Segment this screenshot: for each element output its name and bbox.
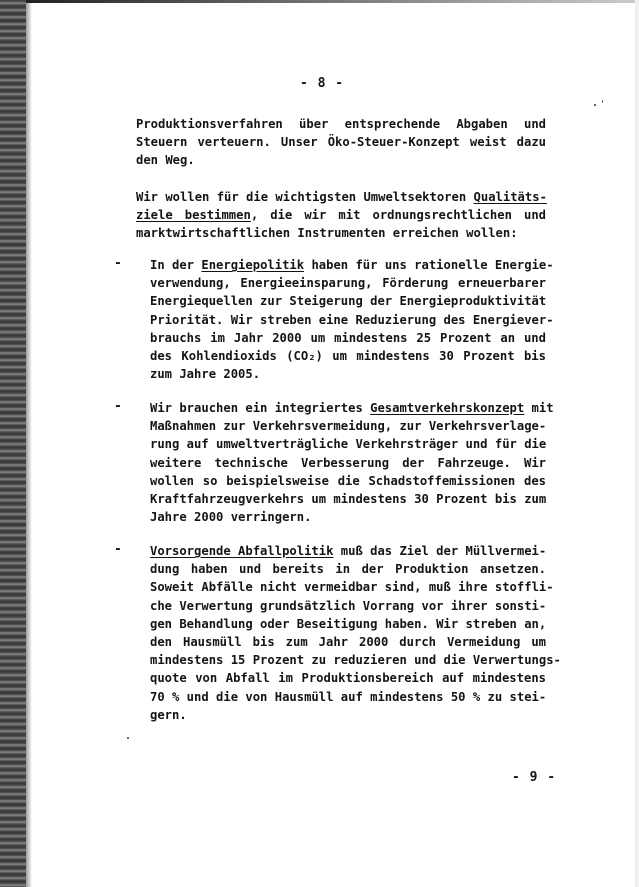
scan-shadow-top — [26, 0, 639, 3]
underlined-term: Vorsorgende Abfallpolitik — [150, 544, 334, 558]
text-run: Wir wollen für die wichtigsten Umweltsektoren — [136, 190, 474, 204]
text-line: dung haben und bereits in der Produktion ansetzen. — [150, 562, 546, 577]
text-line: verwendung, Energieeinsparung, Förderung erneuerbarer — [150, 276, 546, 291]
text-run: , die wir mit ordnungsrechtlichen und — [250, 208, 546, 223]
text-line: brauchs im Jahr 2000 um mindestens 25 Prozent an und — [150, 330, 546, 345]
text-line: Priorität. Wir streben eine Reduzierung des Energiever- — [150, 312, 554, 327]
text-line: quote von Abfall im Produktionsbereich auf mindestens — [150, 671, 546, 686]
text-run: In der — [150, 258, 202, 272]
text-run: Wir brauchen ein integriertes — [150, 401, 371, 415]
underlined-term: Gesamtverkehrskonzept — [370, 401, 525, 415]
text-line: che Verwertung grundsätzlich Vorrang vor ihrer sonsti- — [150, 598, 547, 613]
paragraph-1 — [136, 115, 546, 170]
text-run: muß das Ziel der Müllvermei- — [333, 544, 547, 558]
text-line: Maßnahmen zur Verkehrsvermeidung, zur Verkehrsverlage- — [150, 419, 547, 434]
paragraph-2 — [136, 188, 546, 243]
underlined-term: Qualitäts- — [473, 190, 547, 204]
next-page-marker: - 9 - — [512, 770, 557, 785]
bullet-abfallpolitik — [150, 542, 561, 724]
bullet-energiepolitik — [150, 256, 554, 383]
text-line: Kraftfahrzeugverkehrs um mindestens 30 Prozent bis zum — [150, 492, 547, 507]
scan-speck — [602, 100, 603, 103]
text-line: Produktionsverfahren über entsprechende Abgaben und — [136, 117, 546, 131]
page-number: - 8 - — [300, 76, 345, 91]
text-line: zum Jahre 2005. — [150, 367, 261, 382]
bullet-dash: - — [114, 256, 122, 271]
text-line: rung auf umweltverträgliche Verkehrsträger und für die — [150, 437, 547, 452]
bullet-gesamtverkehrskonzept — [150, 399, 554, 526]
scan-speck — [127, 737, 129, 739]
text-line: den Weg. — [136, 153, 195, 168]
bullet-dash: - — [114, 399, 122, 414]
text-line: 70 % und die von Hausmüll auf mindestens 50 % zu stei- — [150, 689, 547, 704]
text-line — [150, 399, 554, 417]
text-run: haben für uns rationelle Energie- — [304, 258, 554, 272]
scan-shadow-right — [635, 0, 639, 887]
text-line: Steuern verteuern. Unser Öko-Steuer-Konzept weist dazu — [136, 135, 546, 150]
scan-shadow-left — [0, 0, 26, 887]
text-line — [136, 206, 546, 224]
text-line: mindestens 15 Prozent zu reduzieren und die Verwertungs- — [150, 653, 561, 668]
text-run: mit — [524, 401, 554, 415]
text-line — [150, 542, 546, 560]
text-line: des Kohlendioxids (CO₂) um mindestens 30 Prozent bis — [150, 349, 546, 364]
text-line: gen Behandlung oder Beseitigung haben. Wir streben an, — [150, 616, 547, 631]
bullet-dash: - — [114, 542, 122, 557]
text-line: weitere technische Verbesserung der Fahrzeuge. Wir — [150, 455, 546, 470]
text-line: Jahre 2000 verringern. — [150, 510, 312, 525]
text-line: Energiequellen zur Steigerung der Energieproduktivität — [150, 294, 547, 309]
text-line: Soweit Abfälle nicht vermeidbar sind, muß ihre stoffli- — [150, 580, 554, 595]
underlined-term: ziele bestimmen — [136, 208, 251, 223]
text-line: gern. — [150, 707, 187, 722]
text-line: den Hausmüll bis zum Jahr 2000 durch Vermeidung um — [150, 635, 546, 650]
text-line — [136, 188, 546, 206]
scan-speck — [594, 104, 596, 106]
underlined-term: Energiepolitik — [201, 258, 305, 272]
text-line: marktwirtschaftlichen Instrumenten erreichen wollen: — [136, 226, 518, 241]
text-line — [150, 256, 554, 274]
text-line: wollen so beispielsweise die Schadstoffemissionen des — [150, 473, 546, 488]
